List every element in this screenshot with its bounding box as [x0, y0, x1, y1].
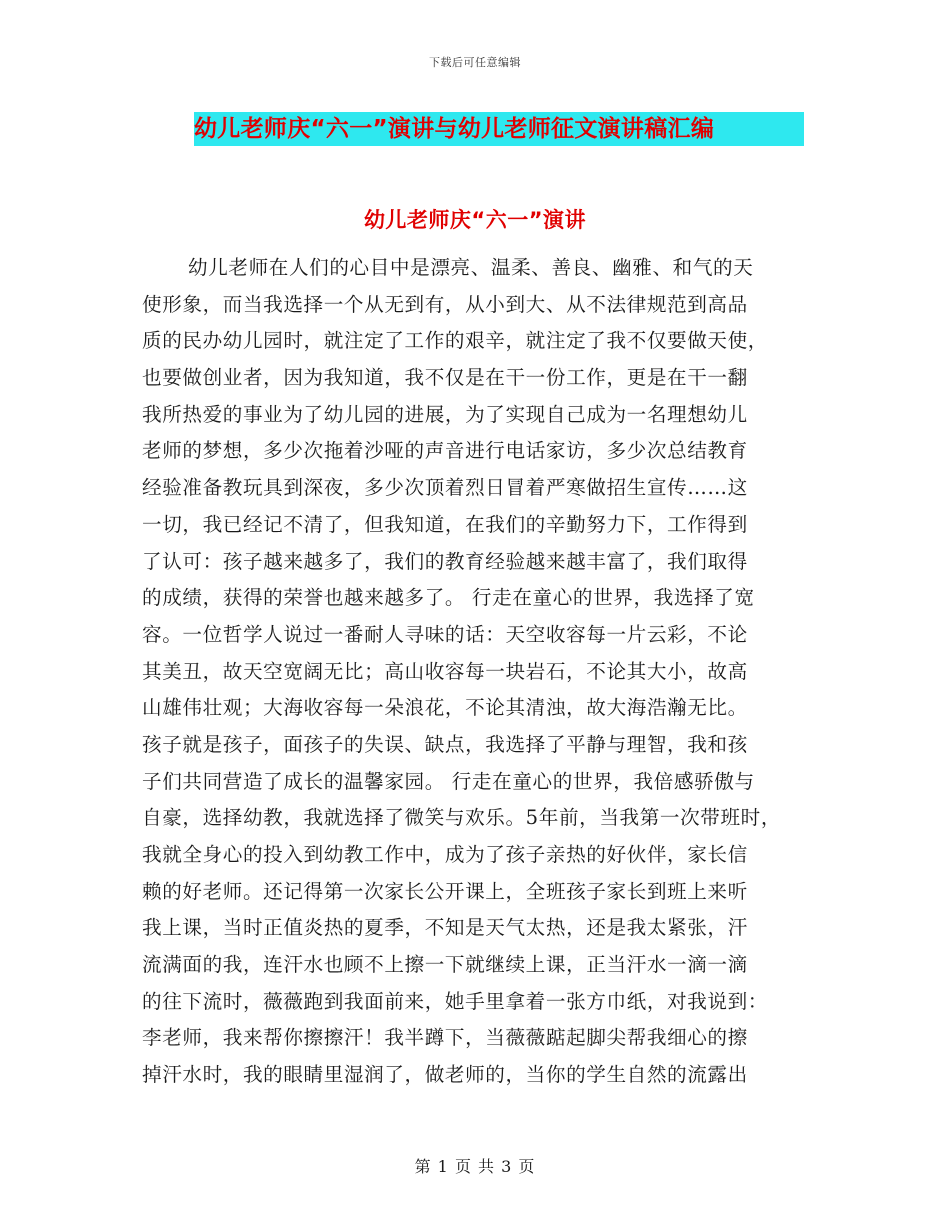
- body-line: 我就全身心的投入到幼教工作中，成为了孩子亲热的好伙伴，家长信: [142, 843, 748, 866]
- body-line: 一切，我已经记不清了，但我知道，在我们的辛勤努力下，工作得到: [142, 512, 748, 536]
- body-line: 的成绩，获得的荣誉也越来越多了。 行走在童心的世界，我选择了宽: [142, 586, 755, 610]
- body-line: 了认可：孩子越来越多了，我们的教育经验越来越丰富了，我们取得: [142, 549, 748, 573]
- body-line: 孩子就是孩子，面孩子的失误、缺点，我选择了平静与理智，我和孩: [142, 732, 748, 756]
- section-title: 幼儿老师庆“六一”演讲: [363, 208, 587, 232]
- page-footer: 第 1 页 共 3 页: [414, 1157, 536, 1176]
- body-line: 掉汗水时，我的眼睛里湿润了，做老师的，当你的学生自然的流露出: [142, 1063, 748, 1087]
- body-text: [142, 250, 832, 1094]
- body-line: 容。一位哲学人说过一番耐人寻味的话：天空收容每一片云彩，不论: [142, 622, 748, 646]
- document-title: 幼儿老师庆“六一”演讲与幼儿老师征文演讲稿汇编: [194, 116, 715, 142]
- body-line: 幼儿老师在人们的心目中是漂亮、温柔、善良、幽雅、和气的天: [188, 256, 754, 279]
- body-line: 流满面的我，连汗水也顾不上擦一下就继续上课，正当汗水一滴一滴: [142, 953, 748, 977]
- body-line: 我所热爱的事业为了幼儿园的进展，为了实现自己成为一名理想幼儿: [142, 402, 748, 426]
- body-line: 质的民办幼儿园时，就注定了工作的艰辛，就注定了我不仅要做天使，: [142, 329, 769, 353]
- body-line: 自豪，选择幼教，我就选择了微笑与欢乐。5年前，当我第一次带班时，: [142, 806, 782, 830]
- document-title-highlight: [194, 112, 804, 146]
- body-line: 经验准备教玩具到深夜，多少次顶着烈日冒着严寒做招生宣传……这: [142, 476, 748, 500]
- body-line: 老师的梦想，多少次拖着沙哑的声音进行电话家访，多少次总结教育: [142, 439, 748, 463]
- body-line: 也要做创业者，因为我知道，我不仅是在干一份工作，更是在干一翻: [142, 366, 748, 390]
- body-line: 山雄伟壮观；大海收容每一朵浪花，不论其清浊，故大海浩瀚无比。: [142, 696, 748, 720]
- body-line: 的往下流时，薇薇跑到我面前来，她手里拿着一张方巾纸，对我说到：: [142, 989, 769, 1013]
- body-line: 赖的好老师。还记得第一次家长公开课上，全班孩子家长到班上来听: [142, 879, 748, 903]
- body-line: 子们共同营造了成长的温馨家园。 行走在童心的世界，我倍感骄傲与: [142, 769, 755, 793]
- body-line: 其美丑，故天空宽阔无比；高山收容每一块岩石，不论其大小，故高: [142, 659, 748, 683]
- body-line: 李老师，我来帮你擦擦汗！我半蹲下，当薇薇踮起脚尖帮我细心的擦: [142, 1026, 748, 1050]
- header-note: 下载后可任意编辑: [429, 56, 521, 69]
- body-line: 使形象，而当我选择一个从无到有，从小到大、从不法律规范到高品: [142, 292, 748, 316]
- body-line: 我上课，当时正值炎热的夏季，不知是天气太热，还是我太紧张，汗: [142, 916, 748, 940]
